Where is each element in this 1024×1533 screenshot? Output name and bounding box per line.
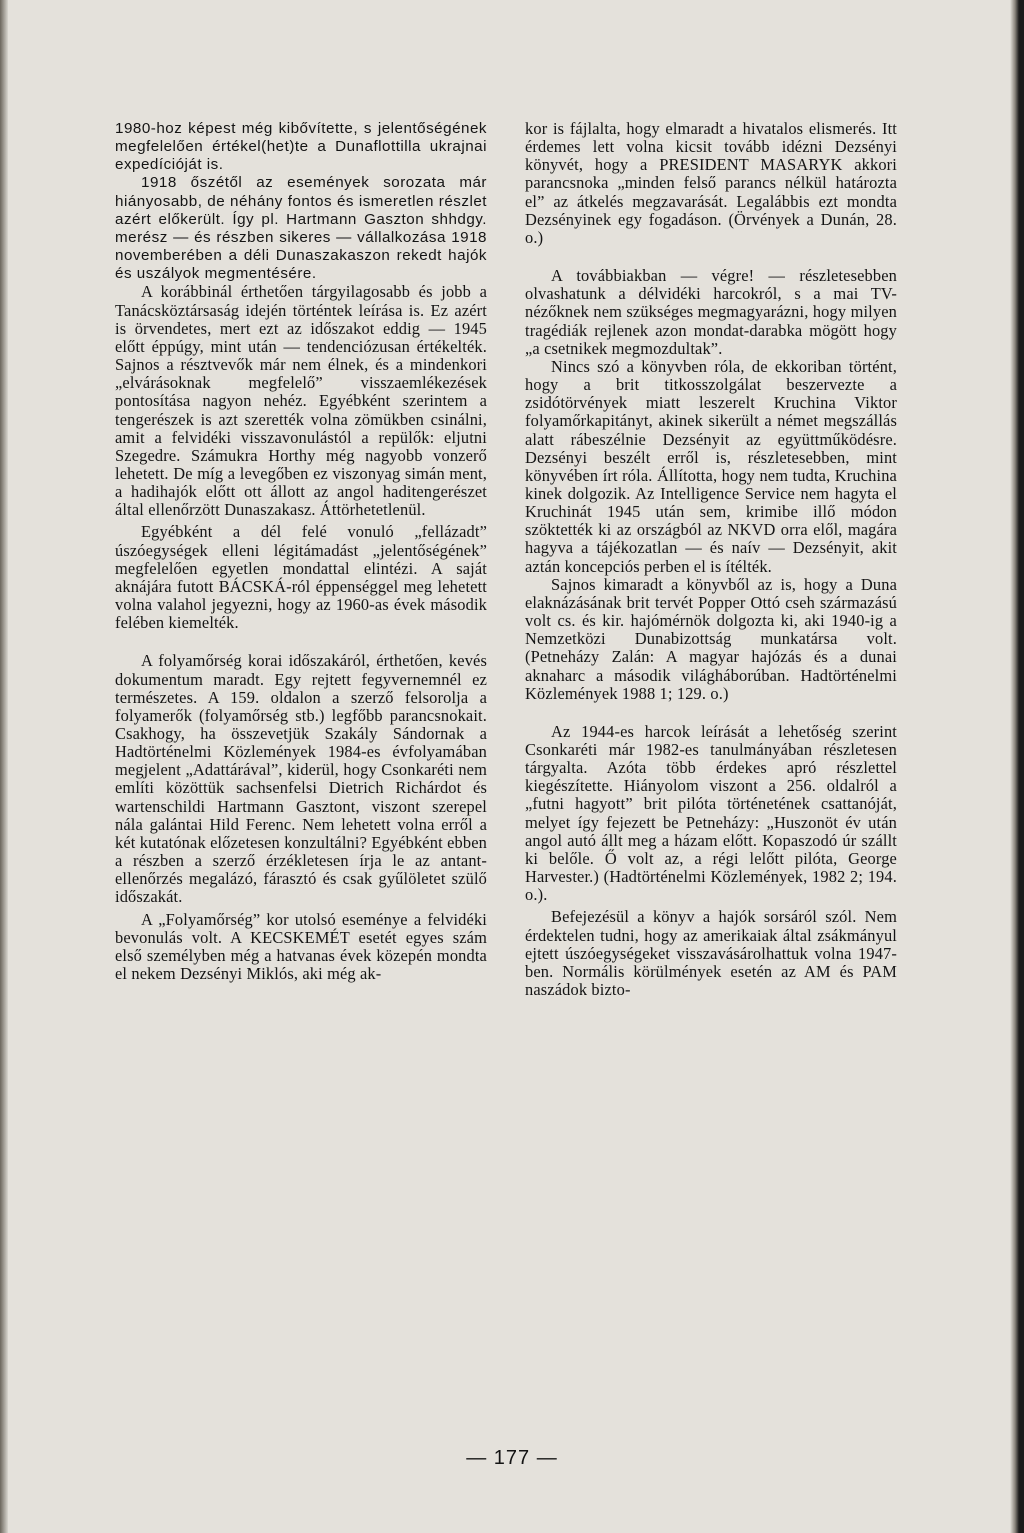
- paragraph: Nincs szó a könyvben róla, de ekkoriban történt, hogy a brit titkosszolgálat beszervezte a zsidótörvények miatt leszerelt Kruchina Viktor folyamőrkapitányt, akinek sikerült a német megszállás alatt rábeszélnie Dezsényit az együttműködésre. Dezsényi beszélt erről is, részletesebben, mint könyvében írt róla. Állította, hogy nem tudta, Kruchina kinek dolgozik. Az Intelligence Service nem hagyta el Kruchinát 1945 után sem, krimibe illő módon szöktették ki az országból az NKVD orra elől, magára hagyva a tájékozatlan — és naív — Dezsényit, akit aztán koncepciós perben el is ítélték.: [525, 356, 897, 576]
- paragraph: A „Folyamőrség” kor utolsó eseménye a felvidéki bevonulás volt. A KECSKEMÉT esetét egyes szám első személyben még a hatvanas évek közepén mondta el nekem Dezsényi Miklós, aki még ak-: [115, 909, 487, 984]
- paragraph: A továbbiakban — végre! — részletesebben olvashatunk a délvidéki harcokról, s a mai TV-nézőknek nem szükséges megmagyarázni, hogy milyen tragédiák rejlenek azon mondat-darabka mögött hogy „a csetnikek megmozdultak”.: [525, 266, 897, 358]
- paragraph: kor is fájlalta, hogy elmaradt a hivatalos elismerés. Itt érdemes lett volna kicsit tovább idézni Dezsényi könyvét, hogy a PRESIDENT MASARYK akkori parancsnoka „minden felső parancs nélkül határozta el” az átkelés megzavarását. Legalábbis ezt mondta Dezsényinek egy fogadáson. (Örvények a Dunán, 28. o.): [525, 119, 897, 247]
- paragraph: 1980-hoz képest még kibővítette, s jelentőségének megfelelően értékel(het)te a Dunaflottilla ukrajnai expedícióját is.: [115, 120, 487, 174]
- paragraph: A korábbinál érthetően tárgyilagosabb és jobb a Tanácsköztársaság idején történtek leírása is. Ez azért is örvendetes, mert ezt az időszakot eddig — 1945 előtt éppúgy, mint után — tendenciózusan értékelték. Sajnos a résztvevők már nem élnek, és a mindenkori „elvárásoknak megfelelő” visszaemlékezések pontosítása nagyon nehéz. Egyébként szerintem a tengerészek is azt szerették volna zömükben csinálni, amit a felvidéki visszavonulástól a repülők: eljutni Szegedre. Számukra Horthy még nagyobb vonzerő lehetett. De míg a levegőben ez viszonyag simán ment, a hadihajók előtt ott állott az angol haditengerészet által ellenőrzött Dunaszakasz. Áttörhetetlenül.: [115, 282, 487, 520]
- paragraph: Befejezésül a könyv a hajók sorsáról szól. Nem érdektelen tudni, hogy az amerikaiak által zsákmányul ejtett úszóegységeket visszavásárolhattuk volna 1947-ben. Normális körülmények esetén az AM és PAM naszádok bizto-: [525, 907, 897, 1000]
- paragraph: Az 1944-es harcok leírását a lehetőség szerint Csonkaréti már 1982-es tanulmányában részletesen tárgyalta. Azóta több érdekes apró részlettel kiegészítette. Hiányolom viszont a 256. oldalról a „futni hagyott” brit pilóta történetének csattanóját, melyet így fejezett be Petneházy: „Huszonöt év után angol autó állt meg a házam előtt. Kopaszodó úr szállt ki belőle. Ő volt az, a régi lelőtt pilóta, George Harvester.) (Hadtörténelmi Közlemények, 1982 2; 194. o.).: [525, 721, 897, 905]
- paragraph: A folyamőrség korai időszakáról, érthetően, kevés dokumentum maradt. Egy rejtett fegyvernemnél ez természetes. A 159. oldalon a szerző felsorolja a folyamerők (folyamőrség stb.) legfőbb parancsnokait. Csakhogy, ha összevetjük Szakály Sándornak a Hadtörténelmi Közlemények 1984-es évfolyamában megjelent „Adattárával”, kiderül, hogy Csonkaréti nem említi közöttük sachsenfelsi Dietrich Richárdot és wartenschildi Hartmann Gasztont, viszont szerepel nála galántai Hild Ferenc. Nem lehetett volna erről a két kutatónak előzetesen konzultálni? Egyébként ebben a részben a szerző érzékletesen írja le az antant-ellenőrzés megalázó, fárasztó és csak gyűlöletet szülő időszakát.: [115, 651, 487, 907]
- paragraph: Egyébként a dél felé vonuló „fellázadt” úszóegységek elleni légitámadást „jelentőségének” megfelelően egyetlen mondattal elintézi. A saját aknájára futott BÁCSKÁ-ról éppenséggel meg lehetett volna valahol jegyezni, hogy az 1960-as évek második felében kiemelték.: [115, 522, 487, 633]
- page-number: — 177 —: [466, 1447, 558, 1469]
- paragraph: Sajnos kimaradt a könyvből az is, hogy a Duna elaknázásának brit tervét Popper Ottó cseh származású volt cs. és kir. hajómérnök dolgozta ki, aki 1940-ig a Nemzetközi Dunabizottság munkatársa volt. (Petneházy Zalán: A magyar hajózás és a dunai aknaharc a második világháborúban. Hadtörténelmi Közlemények 1988 1; 129. o.): [525, 574, 897, 703]
- paragraph: 1918 őszétől az események sorozata már hiányosabb, de néhány fontos és ismeretlen részlet azért előkerült. Így pl. Hartmann Gaszton shhdgy. merész — és részben sikeres — vállalkozása 1918 novemberében a déli Dunaszakaszon rekedt hajók és uszályok megmentésére.: [115, 174, 487, 283]
